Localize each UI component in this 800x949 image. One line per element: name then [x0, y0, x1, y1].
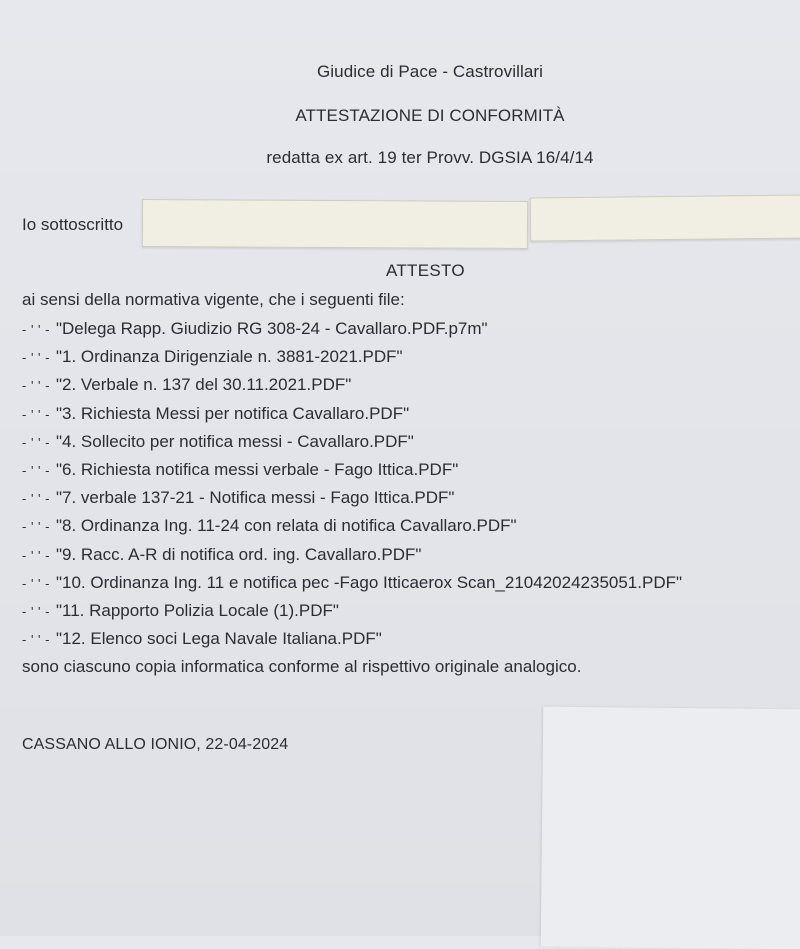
list-item: [22, 319, 682, 347]
list-item: [22, 347, 682, 375]
list-bullet: - ' ' -: [22, 575, 50, 591]
list-item: [22, 460, 682, 488]
list-item: [22, 545, 682, 573]
file-name: "9. Racc. A-R di notifica ord. ing. Cavallaro.PDF": [55, 544, 422, 564]
file-name: "2. Verbale n. 137 del 30.11.2021.PDF": [55, 375, 352, 395]
list-item: [22, 629, 682, 657]
intro-text: ai sensi della normativa vigente, che i seguenti file:: [22, 290, 405, 309]
list-item: [22, 375, 682, 403]
list-item: [22, 488, 682, 516]
list-bullet: - ' ' -: [22, 322, 50, 337]
redaction-strip-role: [530, 195, 800, 242]
redaction-strip-name: [142, 199, 528, 249]
court-name: Giudice di Pace - Castrovillari: [316, 62, 544, 81]
list-bullet: - ' ' -: [22, 491, 50, 507]
overlapping-paper-sheet: [541, 707, 800, 949]
file-name: "10. Ordinanza Ing. 11 e notifica pec -Fago Itticaerox Scan_21042024235051.PDF": [55, 572, 683, 592]
list-bullet: - ' ' -: [22, 434, 50, 450]
list-bullet: - ' ' -: [22, 378, 50, 394]
list-bullet: - ' ' -: [22, 603, 50, 619]
file-name: "7. verbale 137-21 - Notifica messi - Fago Ittica.PDF": [55, 488, 455, 508]
list-bullet: - ' ' -: [22, 350, 50, 366]
signer-label: Io sottoscritto: [22, 215, 124, 234]
file-name: "3. Richiesta Messi per notifica Cavallaro.PDF": [55, 403, 410, 423]
file-list: [22, 319, 682, 657]
conclusion-text: sono ciascuno copia informatica conforme al rispettivo originale analogico.: [22, 657, 582, 676]
list-item: [22, 601, 682, 629]
file-name: "12. Elenco soci Lega Navale Italiana.PDF": [55, 629, 382, 649]
place-date: CASSANO ALLO IONIO, 22-04-2024: [22, 736, 289, 753]
file-name: "4. Sollecito per notifica messi - Cavallaro.PDF": [55, 431, 414, 451]
document-title: ATTESTAZIONE DI CONFORMITÀ: [295, 106, 565, 125]
list-bullet: - ' ' -: [22, 632, 50, 648]
list-bullet: - ' ' -: [22, 547, 50, 563]
list-item: [22, 573, 682, 601]
list-item: [22, 432, 682, 460]
file-name: "1. Ordinanza Dirigenziale n. 3881-2021.PDF": [55, 347, 403, 367]
list-item: [22, 516, 682, 544]
attesto-heading: ATTESTO: [386, 261, 465, 280]
list-bullet: - ' ' -: [22, 462, 50, 478]
list-bullet: - ' ' -: [22, 406, 50, 422]
file-name: "11. Rapporto Polizia Locale (1).PDF": [55, 600, 339, 620]
list-bullet: - ' ' -: [22, 519, 50, 535]
list-item: [22, 404, 682, 432]
file-name: "6. Richiesta notifica messi verbale - Fago Ittica.PDF": [55, 459, 459, 479]
file-name: "Delega Rapp. Giudizio RG 308-24 - Cavallaro.PDF.p7m": [55, 319, 488, 338]
legal-reference: redatta ex art. 19 ter Provv. DGSIA 16/4/14: [266, 148, 594, 167]
file-name: "8. Ordinanza Ing. 11-24 con relata di notifica Cavallaro.PDF": [55, 516, 517, 536]
